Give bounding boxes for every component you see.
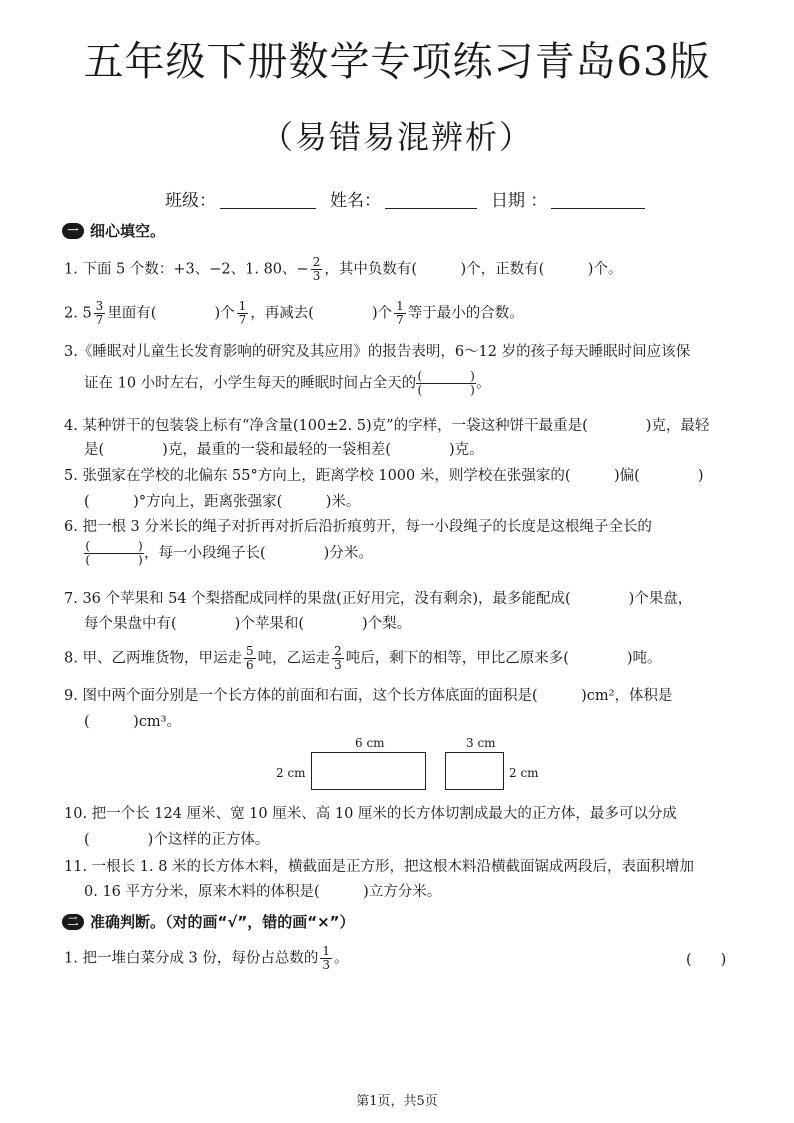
section-judgement bbox=[62, 911, 355, 932]
question-5-line-1: 5. 张强家在学校的北偏东 55°方向上，距离学校 1000 米，则学校在张强家的( )偏( ) bbox=[64, 468, 704, 484]
question-10-line-1: 10. 把一个长 124 厘米、宽 10 厘米、高 10 厘米的长方体切割成最大的正方体，最多可以分成 bbox=[64, 806, 677, 822]
judgement-answer-box[interactable]: ( ) bbox=[686, 952, 727, 968]
section-title: 细心填空。 bbox=[90, 222, 166, 240]
fraction: $\frac{2}{3}$ bbox=[334, 644, 342, 672]
page-subtitle: （易错易混辨析） bbox=[260, 118, 533, 156]
question-2: 2. 5 $\frac{3}{7}$ 里面有( )个 $\frac{1}{7}$ ，再减去( )个 $\frac{1}{7}$ 等于最小的合数。 bbox=[64, 299, 524, 327]
class-label: 班级： bbox=[165, 191, 216, 211]
question-3-line-1: 3.《睡眠对儿童生长发育影响的研究及其应用》的报告表明，6～12 岁的孩子每天睡眠时间应该保 bbox=[64, 344, 691, 360]
question-7-line-1: 7. 36 个苹果和 54 个梨搭配成同样的果盘(正好用完，没有剩余)，最多能配成( )个果盘， bbox=[64, 591, 693, 607]
question-4-line-2: 是( )克，最重的一袋和最轻的一袋相差( )克。 bbox=[84, 442, 484, 458]
blank-fraction[interactable]: ( ) ( ) bbox=[85, 539, 143, 567]
question-11-line-2: 0. 16 平方分米，原来木料的体积是( )立方分米。 bbox=[84, 884, 442, 900]
judgement-1: 1. 把一堆白菜分成 3 份，每份占总数的 $\frac{1}{3}$ 。 bbox=[64, 944, 349, 972]
section-number-badge: 一 bbox=[62, 223, 84, 239]
fraction: $\frac{3}{7}$ bbox=[95, 299, 104, 327]
fraction: $\frac{5}{6}$ bbox=[245, 644, 254, 672]
section-number-badge: 二 bbox=[62, 914, 84, 930]
question-9-line-1: 9. 图中两个面分别是一个长方体的前面和右面，这个长方体底面的面积是( )cm²，体积是 bbox=[64, 688, 673, 704]
question-4-line-1: 4. 某种饼干的包装袋上标有“净含量(100±2. 5)克”的字样，一袋这种饼干最重是( )克，最轻 bbox=[64, 418, 710, 434]
section-title: 准确判断。（对的画“√”，错的画“×”） bbox=[90, 913, 355, 931]
question-6-line-1: 6. 把一根 3 分米长的绳子对折再对折后沿折痕剪开，每一小段绳子的长度是这根绳子全长的 bbox=[64, 519, 652, 535]
question-3-line-2: 证在 10 小时左右，小学生每天的睡眠时间占全天的 ( ) ( )。 bbox=[84, 369, 491, 397]
right-face-rectangle bbox=[445, 752, 504, 790]
fraction: $\frac{1}{3}$ bbox=[322, 944, 331, 972]
name-field[interactable] bbox=[385, 190, 477, 209]
name-label: 姓名： bbox=[330, 191, 381, 211]
front-face-rectangle bbox=[311, 752, 426, 790]
dimension-label: 6 cm bbox=[355, 736, 385, 750]
section-fill-in bbox=[62, 220, 165, 241]
question-6-line-2: ( ) ( )，每一小段绳子长( )分米。 bbox=[85, 539, 373, 567]
question-8: 8. 甲、乙两堆货物，甲运走 $\frac{5}{6}$ 吨，乙运走 $\frac{2}{3}$ 吨后，剩下的相等，甲比乙原来多( )吨。 bbox=[64, 644, 662, 672]
fraction: $\frac{2}{3}$ bbox=[312, 255, 321, 283]
question-5-line-2: ( )°方向上，距离张强家( )米。 bbox=[84, 494, 361, 510]
dimension-label: 3 cm bbox=[466, 736, 496, 750]
dimension-label: 2 cm bbox=[276, 766, 306, 780]
page-title: 五年级下册数学专项练习青岛63版 bbox=[83, 39, 711, 85]
question-1: 1. 下面 5 个数：+3、−2、1. 80、− $\frac{2}{3}$ ，其中负数有( )个，正数有( )个。 bbox=[64, 255, 623, 283]
date-field[interactable] bbox=[551, 190, 645, 209]
page-footer: 第1页，共5页 bbox=[356, 1094, 438, 1109]
blank-fraction[interactable]: ( ) ( ) bbox=[417, 369, 475, 397]
question-7-line-2: 每个果盘中有( )个苹果和( )个梨。 bbox=[84, 616, 412, 632]
class-field[interactable] bbox=[220, 190, 316, 209]
date-label: 日期 ： bbox=[491, 191, 548, 211]
fraction: $\frac{1}{7}$ bbox=[396, 299, 404, 327]
question-11-line-1: 11. 一根长 1. 8 米的长方体木料，横截面是正方形，把这根木料沿横截面锯成两段后，表面积增加 bbox=[64, 859, 695, 875]
question-9-line-2: ( )cm³。 bbox=[84, 714, 181, 730]
fraction: $\frac{1}{7}$ bbox=[238, 299, 247, 327]
dimension-label: 2 cm bbox=[509, 766, 539, 780]
student-info bbox=[165, 186, 659, 211]
question-10-line-2: ( )个这样的正方体。 bbox=[84, 832, 270, 848]
